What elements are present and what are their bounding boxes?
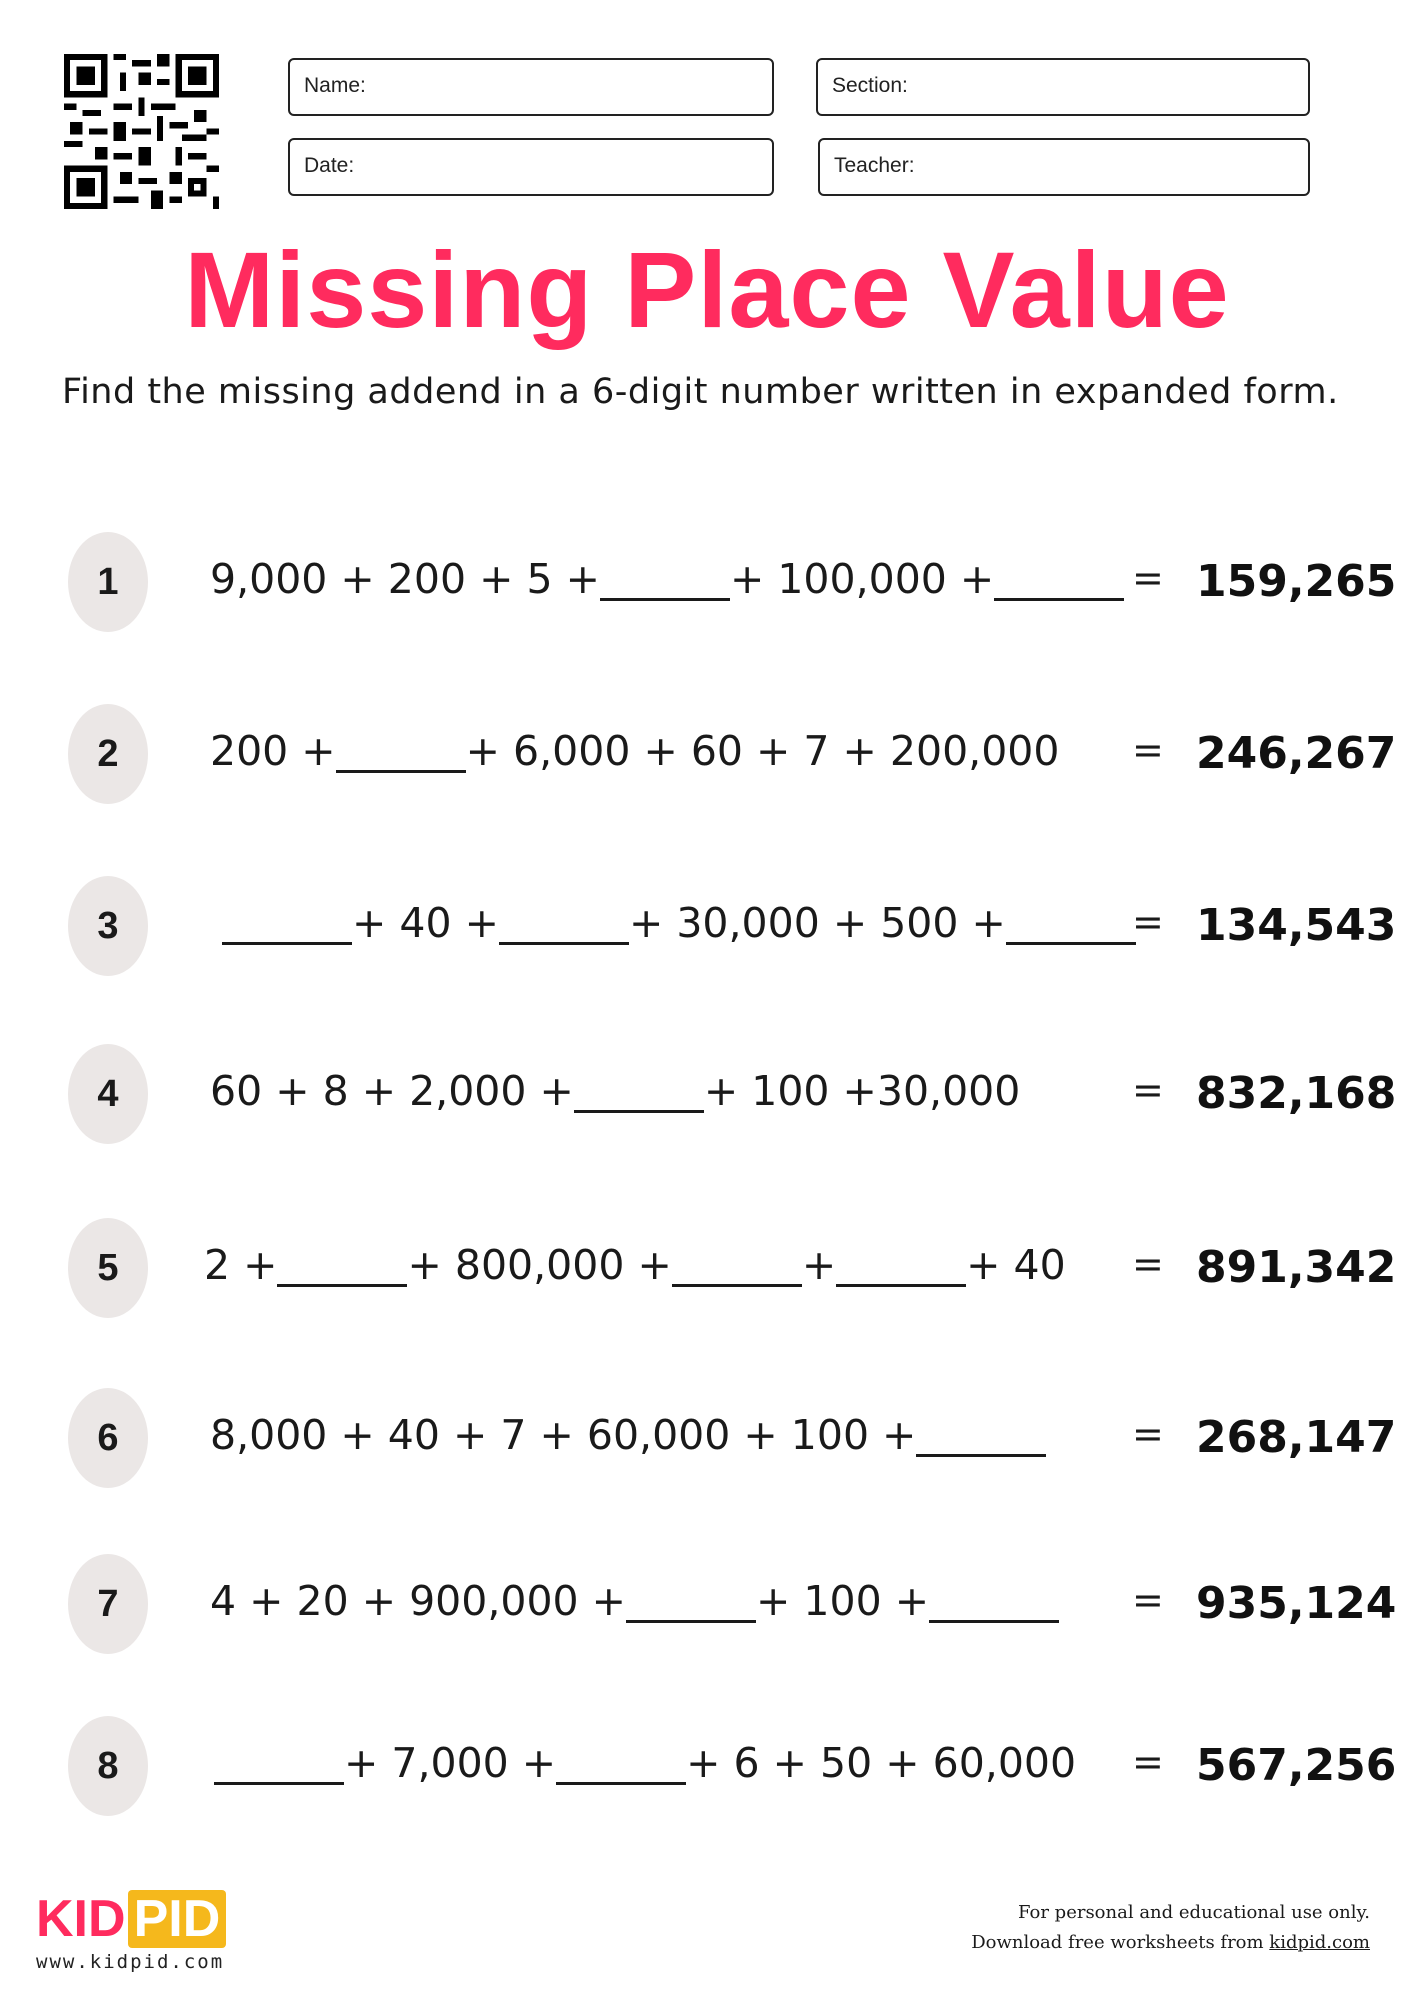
answer-blank[interactable] [499, 898, 629, 945]
expression-text: 9,000 + 200 + 5 + [210, 555, 600, 603]
equals-sign: = [1132, 1068, 1164, 1112]
answer-blank[interactable] [214, 1738, 344, 1785]
date-label: Date: [304, 154, 355, 177]
problem-total: 134,543 [1196, 900, 1397, 951]
equals-sign: = [1132, 1412, 1164, 1456]
answer-blank[interactable] [222, 898, 352, 945]
problem-row [0, 876, 1414, 976]
instructions: Find the missing addend in a 6-digit number written in expanded form. [62, 372, 1339, 412]
problem-number: 1 [68, 532, 148, 632]
expression-text: + 7,000 + [344, 1739, 557, 1787]
problem-number: 4 [68, 1044, 148, 1144]
answer-blank[interactable] [574, 1066, 704, 1113]
date-field[interactable] [288, 138, 774, 196]
teacher-label: Teacher: [834, 154, 915, 177]
problem-row [0, 1716, 1414, 1816]
answer-blank[interactable] [556, 1738, 686, 1785]
equals-sign: = [1132, 900, 1164, 944]
expression-text: + 100 +30,000 [703, 1067, 1021, 1115]
problem-total: 268,147 [1196, 1412, 1397, 1463]
expression-text: + 100 + [756, 1577, 930, 1625]
logo-url: www.kidpid.com [36, 1951, 225, 1973]
equals-sign: = [1132, 556, 1164, 600]
problem-number: 3 [68, 876, 148, 976]
problem-total: 159,265 [1196, 556, 1397, 607]
problem-expression [214, 1738, 1076, 1787]
teacher-field[interactable] [818, 138, 1310, 196]
expression-text: + 800,000 + [407, 1241, 672, 1289]
equals-sign: = [1132, 1740, 1164, 1784]
problem-row [0, 1554, 1414, 1654]
problem-row [0, 1218, 1414, 1318]
problem-row [0, 1388, 1414, 1488]
problem-expression [210, 1410, 1046, 1459]
problem-total: 246,267 [1196, 728, 1397, 779]
problem-expression [210, 1576, 1059, 1625]
problem-total: 891,342 [1196, 1242, 1397, 1293]
expression-text: + 30,000 + 500 + [628, 899, 1006, 947]
problem-number: 7 [68, 1554, 148, 1654]
problem-total: 567,256 [1196, 1740, 1397, 1791]
section-field[interactable] [816, 58, 1310, 116]
logo-kid-text: KID [36, 1890, 126, 1948]
problem-number: 2 [68, 704, 148, 804]
problem-expression [210, 1066, 1020, 1115]
problem-row [0, 1044, 1414, 1144]
name-field[interactable] [288, 58, 774, 116]
problem-expression [210, 726, 1059, 775]
answer-blank[interactable] [1006, 898, 1136, 945]
expression-text: + 40 + [352, 899, 499, 947]
answer-blank[interactable] [336, 726, 466, 773]
expression-text: 200 + [210, 727, 336, 775]
equals-sign: = [1132, 728, 1164, 772]
answer-blank[interactable] [626, 1576, 756, 1623]
answer-blank[interactable] [672, 1240, 802, 1287]
expression-text: + 40 [966, 1241, 1066, 1289]
expression-text: 4 + 20 + 900,000 + [210, 1577, 627, 1625]
problem-number: 6 [68, 1388, 148, 1488]
problem-number: 8 [68, 1716, 148, 1816]
answer-blank[interactable] [600, 554, 730, 601]
footer-line1: For personal and educational use only. [1018, 1902, 1370, 1923]
problem-expression [210, 554, 1124, 603]
answer-blank[interactable] [994, 554, 1124, 601]
expression-text: 2 + [204, 1241, 278, 1289]
problem-row [0, 532, 1414, 632]
expression-text: + 6,000 + 60 + 7 + 200,000 [465, 727, 1060, 775]
problem-expression [204, 1240, 1066, 1289]
page-title: Missing Place Value [184, 229, 1230, 350]
problem-total: 935,124 [1196, 1578, 1397, 1629]
answer-blank[interactable] [929, 1576, 1059, 1623]
problem-row [0, 704, 1414, 804]
expression-text: + [801, 1241, 837, 1289]
expression-text: + 6 + 50 + 60,000 [686, 1739, 1077, 1787]
equals-sign: = [1132, 1578, 1164, 1622]
problem-number: 5 [68, 1218, 148, 1318]
equals-sign: = [1132, 1242, 1164, 1286]
kidpid-logo [36, 1890, 226, 1973]
answer-blank[interactable] [916, 1410, 1046, 1457]
kidpid-link[interactable]: kidpid.com [1269, 1932, 1370, 1953]
answer-blank[interactable] [277, 1240, 407, 1287]
qr-code [64, 54, 219, 209]
problem-expression [222, 898, 1136, 947]
footer-line2-prefix: Download free worksheets from [971, 1932, 1270, 1953]
logo-pid-text: PID [128, 1890, 227, 1948]
expression-text: 60 + 8 + 2,000 + [210, 1067, 574, 1115]
expression-text: + 100,000 + [729, 555, 995, 603]
footer [971, 1898, 1370, 1958]
answer-blank[interactable] [836, 1240, 966, 1287]
section-label: Section: [832, 74, 908, 97]
expression-text: 8,000 + 40 + 7 + 60,000 + 100 + [210, 1411, 917, 1459]
problem-total: 832,168 [1196, 1068, 1397, 1119]
name-label: Name: [304, 74, 366, 97]
